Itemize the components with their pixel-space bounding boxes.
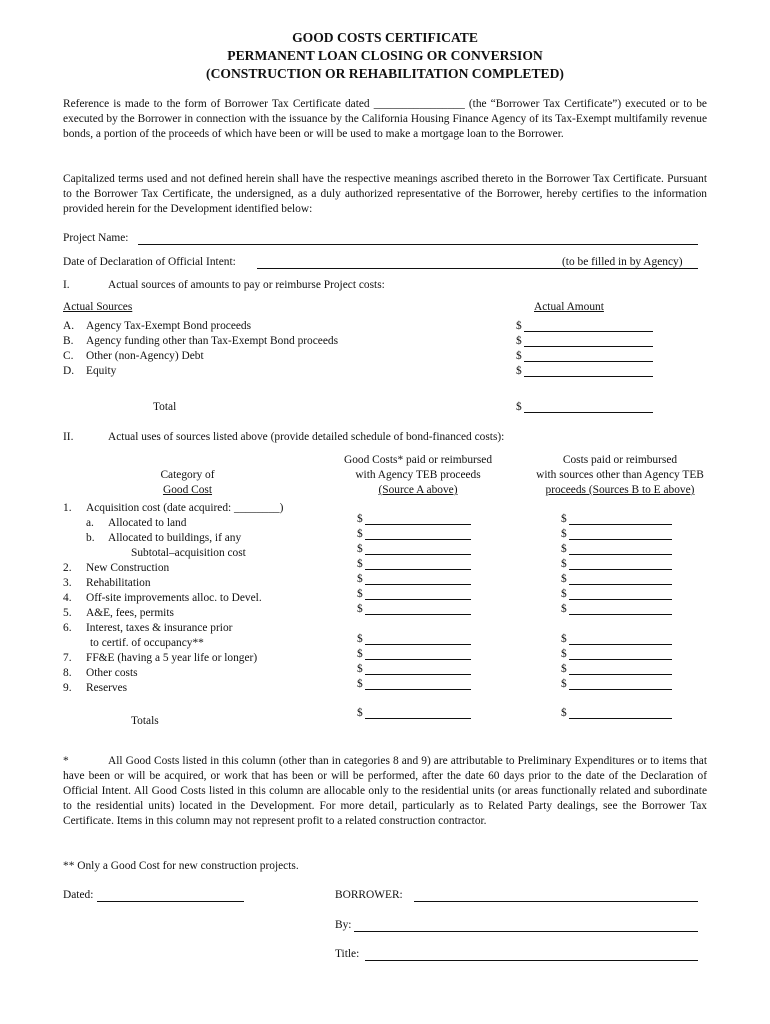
currency-sign: $: [357, 528, 363, 540]
category-label: New Construction: [86, 562, 170, 574]
currency-sign: $: [561, 558, 567, 570]
source-letter: C.: [63, 350, 74, 362]
teb-amount-field[interactable]: [365, 554, 471, 555]
footnote-double-star: ** Only a Good Cost for new construction projects.: [63, 860, 299, 872]
category-number: 1.: [63, 502, 72, 514]
currency-sign: $: [516, 365, 522, 377]
other-amount-field[interactable]: [569, 674, 672, 675]
category-number: 2.: [63, 562, 72, 574]
teb-amount-field[interactable]: [365, 599, 471, 600]
title-line-2: PERMANENT LOAN CLOSING OR CONVERSION: [227, 48, 543, 63]
other-amount-field[interactable]: [569, 554, 672, 555]
currency-sign: $: [357, 648, 363, 660]
amount-field[interactable]: [524, 376, 653, 377]
currency-sign: $: [357, 513, 363, 525]
by-field[interactable]: [354, 931, 698, 932]
currency-sign: $: [561, 707, 567, 719]
currency-sign: $: [357, 588, 363, 600]
borrower-field[interactable]: [414, 901, 698, 902]
section-2-heading: Actual uses of sources listed above (provide detailed schedule of bond-financed costs):: [108, 431, 505, 443]
currency-sign: $: [561, 573, 567, 585]
currency-sign: $: [561, 513, 567, 525]
other-amount-field[interactable]: [569, 614, 672, 615]
column-a-header-line-3: (Source A above): [378, 484, 458, 496]
dated-field[interactable]: [97, 901, 244, 902]
currency-sign: $: [561, 663, 567, 675]
teb-amount-field[interactable]: [365, 689, 471, 690]
other-amount-field[interactable]: [569, 584, 672, 585]
declaration-note: (to be filled in by Agency): [562, 256, 683, 268]
teb-amount-field[interactable]: [365, 569, 471, 570]
column-b-header-line-2: with sources other than Agency TEB: [536, 469, 704, 481]
currency-sign: $: [561, 678, 567, 690]
category-label: A&E, fees, permits: [86, 607, 174, 619]
section-1-heading: Actual sources of amounts to pay or reimburse Project costs:: [108, 279, 385, 291]
intro-paragraph-1: Reference is made to the form of Borrower Tax Certificate dated ________________ (the “Borrower Tax Certificate”) executed or to be executed by the Borrower in connection with the issuance by the California Housing Finance Agency of its Tax-Exempt multifamily revenue bonds, a portion of the proceeds of which have been or will be used to make a mortgage loan to the Borrower.: [63, 98, 707, 140]
category-label: Rehabilitation: [86, 577, 151, 589]
title-line-3: (CONSTRUCTION OR REHABILITATION COMPLETED): [206, 66, 564, 81]
column-a-header-line-2: with Agency TEB proceeds: [355, 469, 481, 481]
source-letter: D.: [63, 365, 75, 377]
dated-label: Dated:: [63, 889, 94, 901]
currency-sign: $: [357, 678, 363, 690]
category-label: Acquisition cost (date acquired: ________): [86, 502, 284, 514]
category-number: 7.: [63, 652, 72, 664]
currency-sign: $: [357, 663, 363, 675]
currency-sign: $: [357, 573, 363, 585]
source-label: Agency Tax-Exempt Bond proceeds: [86, 320, 252, 332]
actual-sources-header: Actual Sources: [63, 301, 133, 313]
category-label: Off-site improvements alloc. to Devel.: [86, 592, 262, 604]
source-label: Equity: [86, 365, 117, 377]
other-amount-field[interactable]: [569, 539, 672, 540]
category-label: Other costs: [86, 667, 138, 679]
currency-sign: $: [516, 320, 522, 332]
category-number: 3.: [63, 577, 72, 589]
sources-total-label: Total: [153, 401, 177, 413]
currency-sign: $: [561, 588, 567, 600]
other-amount-field[interactable]: [569, 644, 672, 645]
teb-amount-field[interactable]: [365, 644, 471, 645]
other-amount-field[interactable]: [569, 599, 672, 600]
column-b-header-line-1: Costs paid or reimbursed: [562, 454, 678, 466]
teb-amount-field[interactable]: [365, 539, 471, 540]
category-label: Allocated to land: [108, 517, 187, 529]
other-amount-field[interactable]: [569, 524, 672, 525]
uses-totals-label: Totals: [131, 715, 159, 727]
other-amount-field[interactable]: [569, 569, 672, 570]
intro-paragraph-2: Capitalized terms used and not defined herein shall have the respective meanings ascribed thereto in the Borrower Tax Certificate. Pursuant to the Borrower Tax Certificate, the undersigned, as a duly authorized representative of the Borrower, hereby certifies to the information provided herein for the Development identified below:: [63, 173, 707, 215]
category-number: a.: [86, 517, 94, 529]
currency-sign: $: [516, 335, 522, 347]
column-a-header-line-1: Good Costs* paid or reimbursed: [343, 454, 493, 466]
footnote-star-mark: *: [63, 755, 69, 767]
currency-sign: $: [561, 528, 567, 540]
section-2-number: II.: [63, 431, 74, 443]
category-number: 8.: [63, 667, 72, 679]
category-header-line-2: Good Cost: [162, 484, 213, 496]
category-header-line-1: Category of: [160, 469, 215, 481]
sources-total-field[interactable]: [524, 412, 653, 413]
borrower-label: BORROWER:: [335, 889, 403, 901]
source-label: Agency funding other than Tax-Exempt Bond proceeds: [86, 335, 339, 347]
currency-sign: $: [516, 350, 522, 362]
source-label: Other (non-Agency) Debt: [86, 350, 204, 362]
currency-sign: $: [561, 633, 567, 645]
amount-field[interactable]: [524, 346, 653, 347]
teb-amount-field[interactable]: [365, 659, 471, 660]
currency-sign: $: [357, 558, 363, 570]
teb-amount-field[interactable]: [365, 614, 471, 615]
footnote-star-text: All Good Costs listed in this column (other than in categories 8 and 9) are attributable to Preliminary Expenditures or to items that have been or will be acquired, or work that has been or will be performed, after the date 60 days prior to the date of the Declaration of Official Intent. All Good Costs listed in this column are allocable only to the residential units (or areas functionally related and subordinate to the residential units) located in the Development. For more detail, particularly as to Related Party dealings, see the Borrower Tax Certificate. Items in this column may not represent profit to a related construction contractor.: [63, 755, 707, 827]
currency-sign: $: [561, 543, 567, 555]
title-field[interactable]: [365, 960, 698, 961]
project-name-label: Project Name:: [63, 232, 129, 244]
category-number: b.: [86, 532, 95, 544]
source-letter: A.: [63, 320, 75, 332]
title-line-1: GOOD COSTS CERTIFICATE: [292, 30, 478, 45]
declaration-label: Date of Declaration of Official Intent:: [63, 256, 236, 268]
section-1-number: I.: [63, 279, 70, 291]
category-label: Interest, taxes & insurance prior: [86, 622, 233, 634]
column-b-header-line-3: proceeds (Sources B to E above): [545, 484, 695, 496]
teb-total-field[interactable]: [365, 718, 471, 719]
teb-amount-field[interactable]: [365, 524, 471, 525]
currency-sign: $: [357, 603, 363, 615]
currency-sign: $: [561, 648, 567, 660]
teb-amount-field[interactable]: [365, 584, 471, 585]
category-number: 4.: [63, 592, 72, 604]
category-label: Subtotal–acquisition cost: [131, 547, 246, 559]
amount-field[interactable]: [524, 361, 653, 362]
other-amount-field[interactable]: [569, 659, 672, 660]
currency-sign: $: [357, 707, 363, 719]
other-total-field[interactable]: [569, 718, 672, 719]
category-label: to certif. of occupancy**: [90, 637, 204, 649]
currency-sign: $: [357, 543, 363, 555]
project-name-field[interactable]: [138, 244, 698, 245]
category-number: 9.: [63, 682, 72, 694]
actual-amount-header: Actual Amount: [534, 301, 604, 313]
amount-field[interactable]: [524, 331, 653, 332]
currency-sign: $: [357, 633, 363, 645]
category-label: Allocated to buildings, if any: [108, 532, 242, 544]
currency-sign: $: [561, 603, 567, 615]
category-number: 5.: [63, 607, 72, 619]
source-letter: B.: [63, 335, 74, 347]
category-label: Reserves: [86, 682, 128, 694]
category-label: FF&E (having a 5 year life or longer): [86, 652, 258, 664]
currency-sign: $: [516, 401, 522, 413]
category-number: 6.: [63, 622, 72, 634]
title-label: Title:: [335, 948, 360, 960]
other-amount-field[interactable]: [569, 689, 672, 690]
by-label: By:: [335, 919, 352, 931]
teb-amount-field[interactable]: [365, 674, 471, 675]
